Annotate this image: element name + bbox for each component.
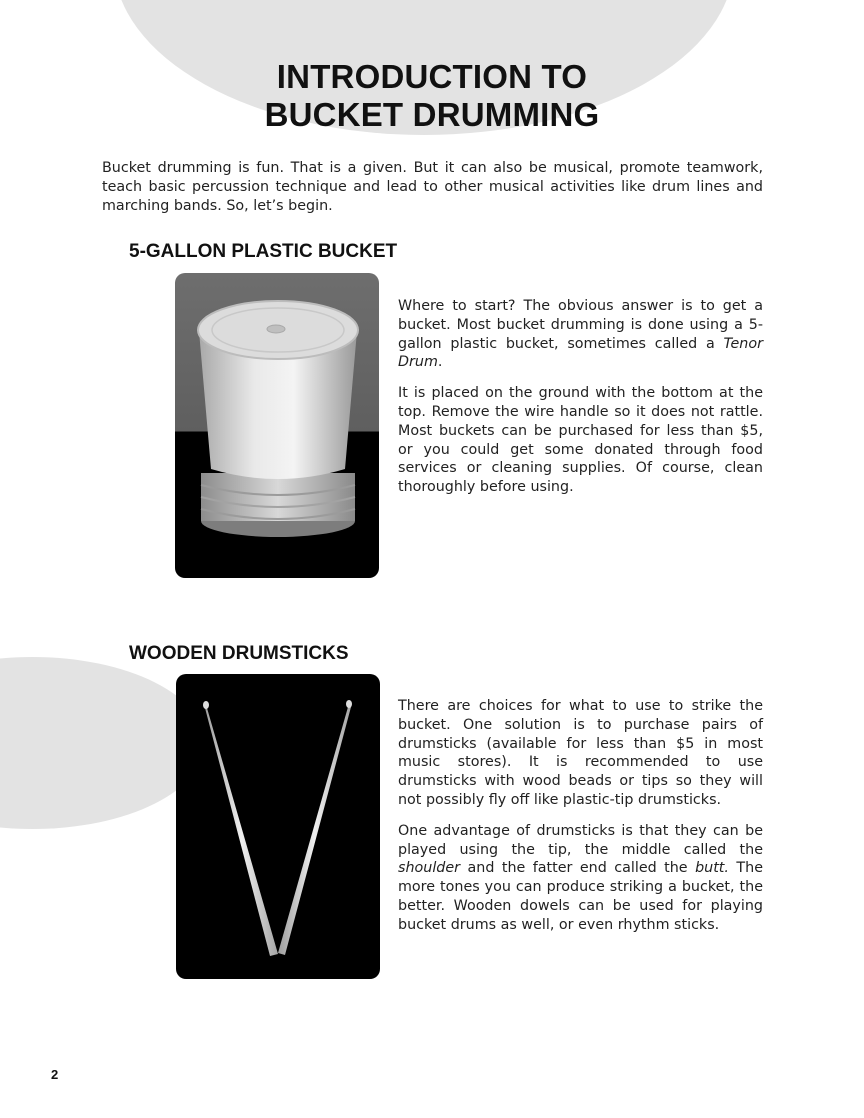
page-title-line-1: INTRODUCTION TO: [276, 58, 588, 95]
bucket-section-text: [398, 297, 763, 509]
bucket-p1-end: .: [437, 354, 443, 371]
bucket-photo: [175, 273, 379, 578]
drumsticks-p2-text-a: One advantage of drumsticks is that they can be played using the tip, the middle called the: [398, 822, 763, 858]
page-title-line-2: BUCKET DRUMMING: [264, 96, 600, 133]
bucket-paragraph-1: [398, 297, 763, 372]
drumsticks-section-text: [398, 697, 763, 947]
butt-term: butt.: [695, 860, 729, 877]
drumsticks-paragraph-2: [398, 822, 763, 935]
bucket-illustration: [175, 273, 379, 578]
drumsticks-paragraph-1: There are choices for what to use to strike the bucket. One solution is to purchase pairs of drumsticks (available for less than $5 in most music stores). It is recommended to use drumsticks with wood beads or tips so they will not possibly fly off like plastic-tip drumsticks.: [398, 698, 763, 808]
page-number: 2: [51, 1067, 59, 1082]
drumsticks-section-heading: WOODEN DRUMSTICKS: [129, 643, 349, 664]
drumsticks-p2-text-c: The more tones you can produce striking a bucket, the better. Wooden dowels can be used for playing bucket drums as well, or even rhythm sticks.: [398, 860, 764, 933]
drumsticks-p2-text-b: and the fatter end called the: [460, 860, 696, 877]
decorative-blob-left: [0, 657, 205, 829]
intro-paragraph: Bucket drumming is fun. That is a given. But it can also be musical, promote teamwork, teach basic percussion technique and lead to other musical activities like drum lines and marching bands. So, let’s begin.: [102, 160, 763, 214]
shoulder-term: shoulder: [398, 860, 461, 877]
tenor-drum-term: Tenor Drum: [398, 335, 763, 371]
page-title: [0, 58, 864, 134]
drumsticks-photo: [176, 674, 380, 979]
drumsticks-illustration: [176, 674, 380, 979]
bucket-p1-text: Where to start? The obvious answer is to get a bucket. Most bucket drumming is done using a 5-gallon plastic bucket, sometimes called a: [398, 298, 763, 352]
bucket-paragraph-2: It is placed on the ground with the bottom at the top. Remove the wire handle so it does not rattle. Most buckets can be purchased for less than $5, or you could get some donated through food services or cleaning supplies. Of course, clean thoroughly before using.: [398, 385, 763, 496]
bucket-section-heading: 5-GALLON PLASTIC BUCKET: [129, 241, 398, 262]
